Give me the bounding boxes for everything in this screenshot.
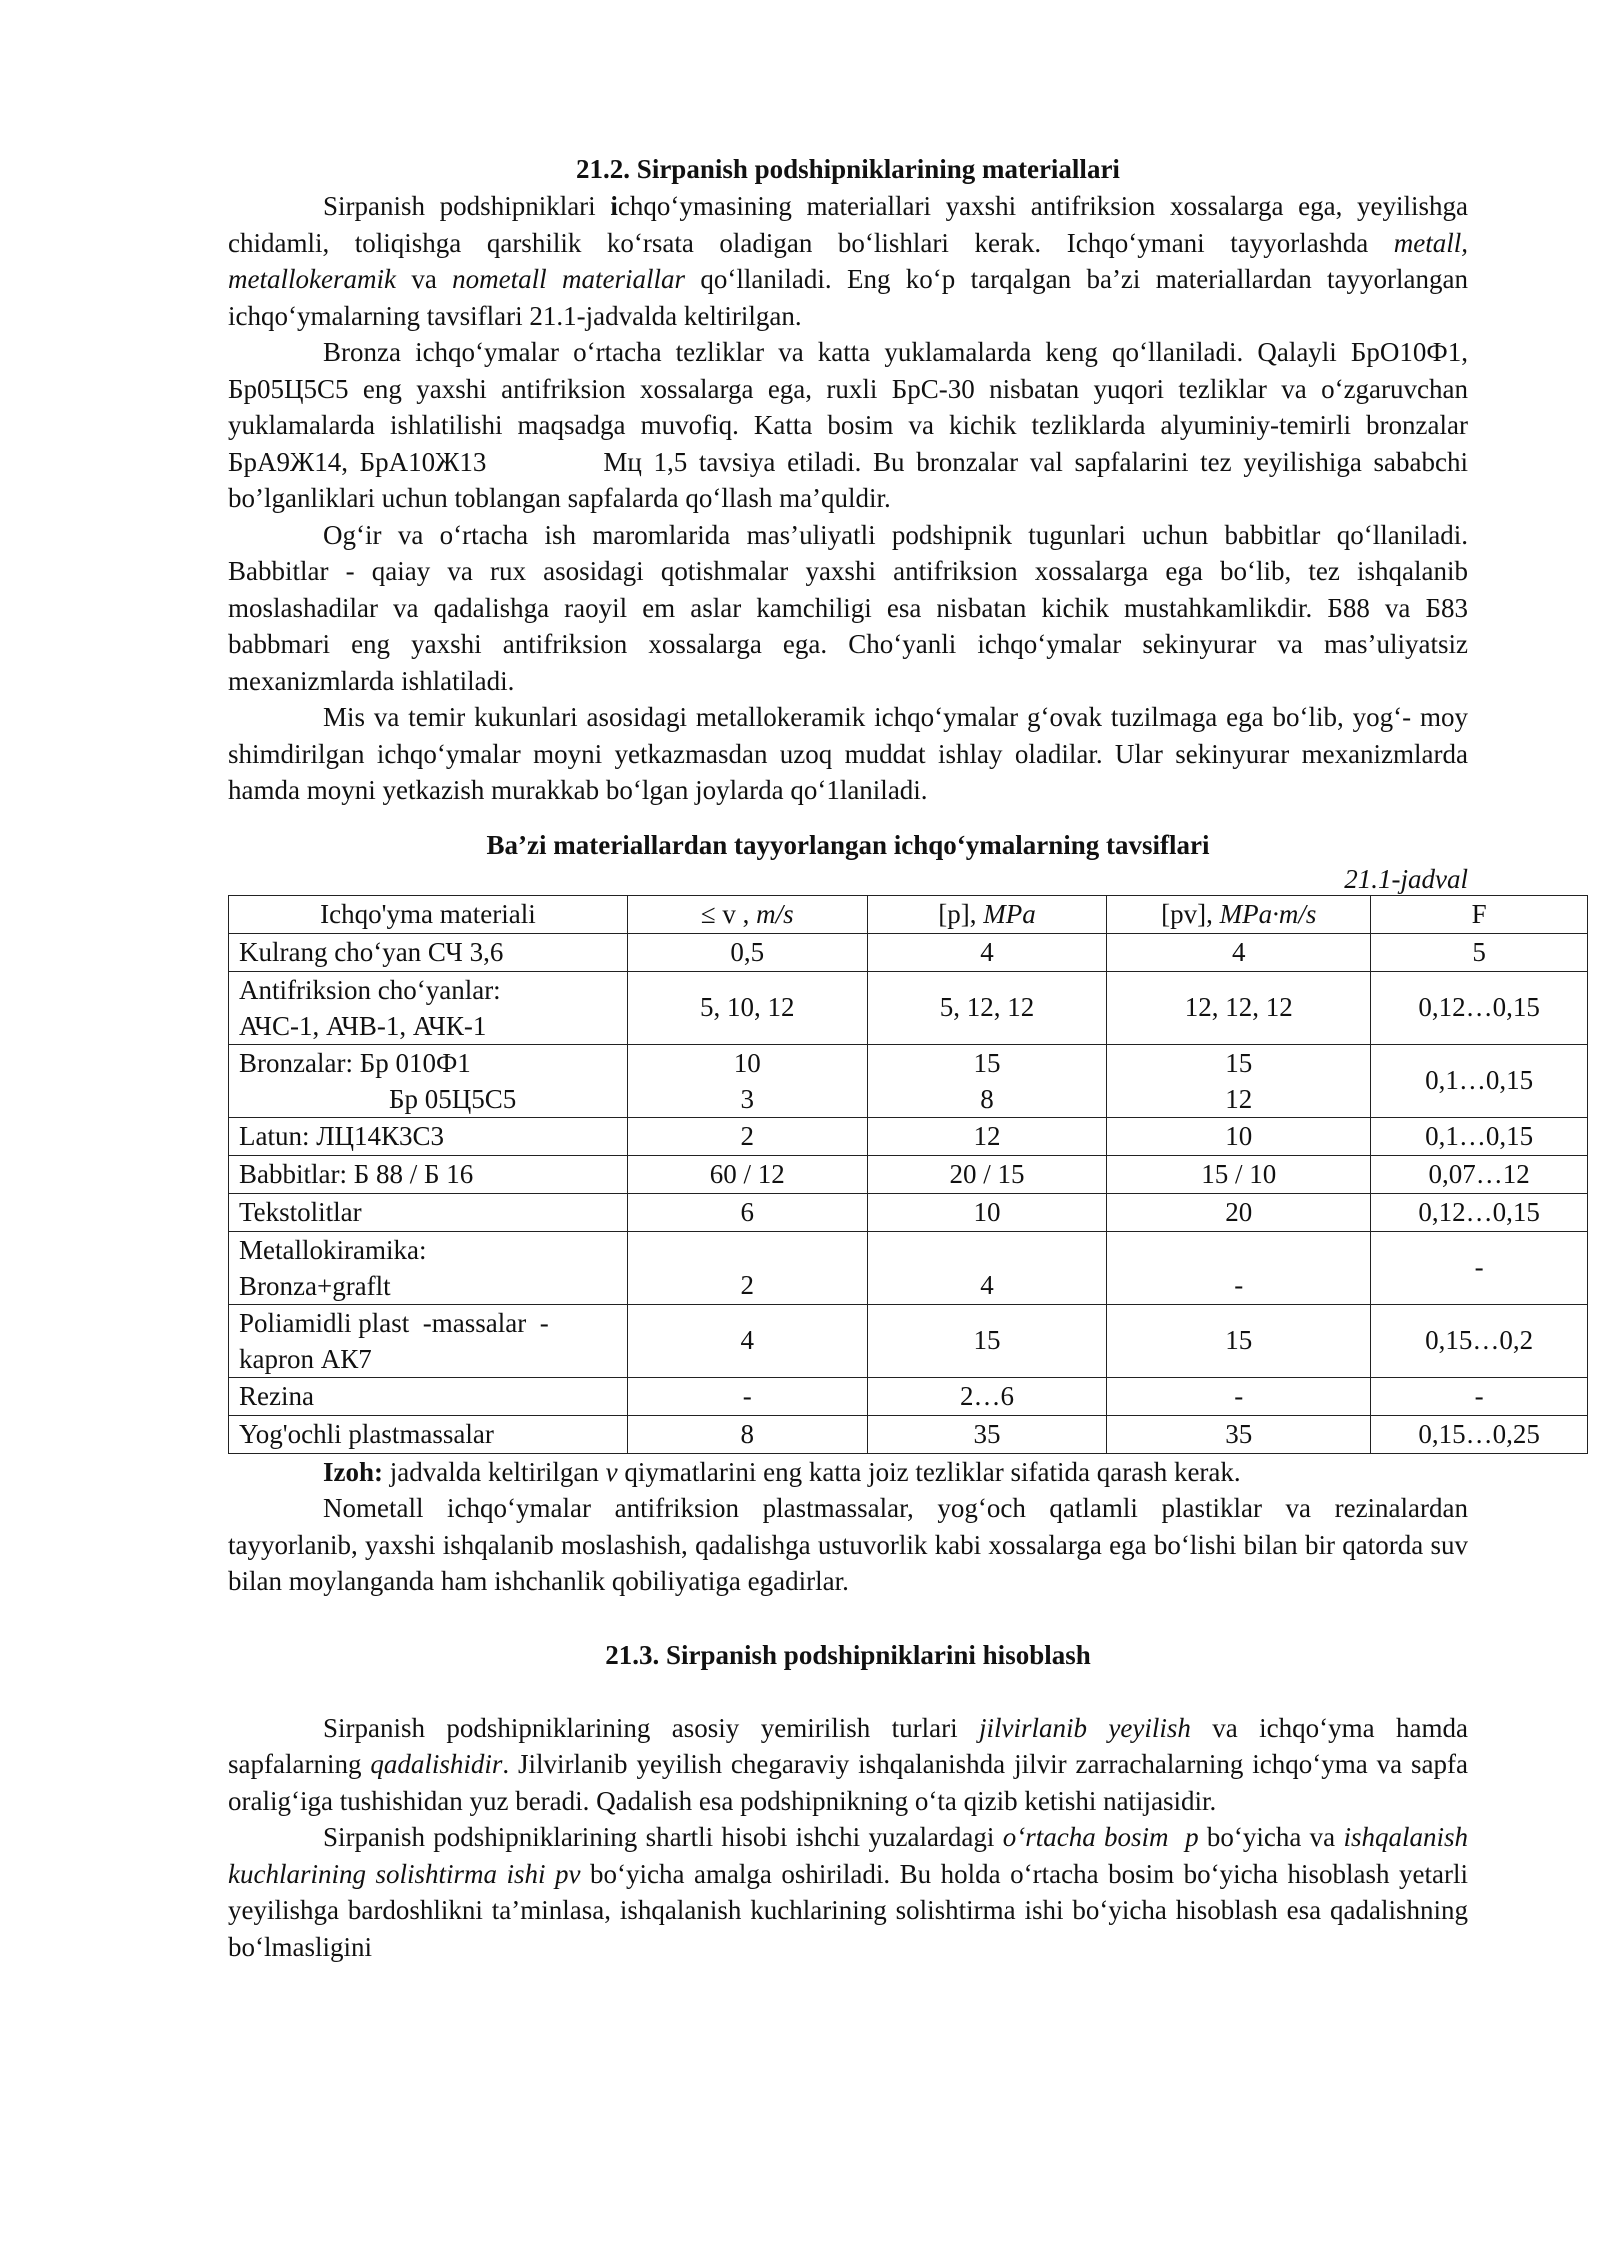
cell-v: - [627,1377,867,1415]
cell-p: 12 [867,1117,1107,1155]
cell-pv: 12, 12, 12 [1107,971,1371,1044]
cell-material: Rezina [229,1377,628,1415]
text-run: nometall materiallar [452,264,686,294]
cell-p: 35 [867,1415,1107,1453]
text-run: qiymatlarini eng katta joiz tezliklar sifatida qarash kerak. [617,1456,1241,1487]
cell-p: 20 / 15 [867,1155,1107,1193]
cell-f: 0,15…0,2 [1371,1304,1588,1377]
text-run: qadalishidir [370,1749,503,1779]
table-row [229,1304,1588,1377]
cell-p: 4 [867,933,1107,971]
header-velocity [627,895,867,933]
paragraph [228,188,1468,334]
text-run: bo‘yicha va [1198,1822,1344,1852]
cell-p: 10 [867,1193,1107,1231]
header-pressure [867,895,1107,933]
cell-line: Bronza+graflt [239,1270,391,1301]
table-title: Ba’zi materiallardan tayyorlangan ichqo‘ymalarning tavsiflari [486,829,1210,860]
text-run: i [610,191,618,221]
header-pv [1107,895,1371,933]
spacer [228,1674,1468,1710]
header-text: [pv], [1161,898,1220,929]
header-text: [p], [938,898,984,929]
section-title: 21.3. Sirpanish podshipniklarini hisoblash [605,1639,1091,1670]
cell-material: Yog'ochli plastmassalar [229,1415,628,1453]
cell-p: 4 [867,1231,1107,1304]
paragraph [228,1819,1468,1965]
text-run: ishqalanish kuchlarining solishtirma ishi pv [228,1822,1468,1889]
cell-f: - [1371,1377,1588,1415]
cell-v: 2 [627,1231,867,1304]
text-run: jilvirlanib yeyilish [978,1712,1191,1743]
paragraph: Bronza ichqo‘ymalar o‘rtacha tezliklar va katta yuklamalarda keng qo‘llaniladi. Qalayli БрО10Ф1, Бр05Ц5С5 eng yaxshi antifriksion xossalarga ega, ruxli БрС-30 nisbatan yuqori tezliklar va o‘zgaruvchan yuklamalarda ishlatilishi maqsadga muvofiq. Katta bosim va kichik tezliklarda alyuminiy-temirli bronzalar БрА9Ж14, БрА10Ж13 Мц 1,5 tavsiya etiladi. Bu bronzalar val sapfalarini tez yeyilishiga sababchi bo’lganliklari uchun toblangan sapfalarda qo‘llash ma’quldir. [228,337,1475,513]
cell-line: Antifriksion cho‘yanlar: [239,974,501,1005]
table-row [229,1377,1588,1415]
text-run: va ichqo‘yma hamda sapfalarning [228,1712,1468,1779]
text-run: Sirpanish podshipniklari [323,191,611,221]
cell-pv: 15 [1107,1304,1371,1377]
document-page [228,150,1540,1965]
text-run: qo‘llaniladi. Eng ko‘p tarqalgan ba’zi materiallardan tayyorlangan ichqo‘ymalarning tavsiflari 21.1-jadvalda keltirilgan. [228,264,1468,331]
cell-p: 5, 12, 12 [867,971,1107,1044]
table-row [229,971,1588,1044]
cell-pv [1107,1044,1371,1117]
text-run: Sirpanish podshipniklarining shartli hisobi ishchi yuzalardagi [323,1822,1003,1852]
cell-pv: 35 [1107,1415,1371,1453]
section-title: 21.2. Sirpanish podshipniklarining materiallari [576,154,1120,184]
cell-v: 8 [627,1415,867,1453]
cell-f: 0,1…0,15 [1371,1044,1588,1117]
table-row [229,1193,1588,1231]
cell-material [229,1044,628,1117]
text-run: chqo‘ymasining materiallari yaxshi antifriksion xossalarga ega, yeyilishga chidamli, toliqishga qarshilik ko‘rsata oladigan bo‘lishlari kerak. Ichqo‘ymani tayyorlashda [228,191,1468,258]
cell-v [627,1044,867,1117]
cell-f: 0,12…0,15 [1371,1193,1588,1231]
cell-p [867,1044,1107,1117]
paragraph [228,1710,1468,1820]
cell-v: 4 [627,1304,867,1377]
cell-p: 15 [867,1304,1107,1377]
cell-material: Babbitlar: Б 88 / Б 16 [229,1155,628,1193]
cell-f: 0,12…0,15 [1371,971,1588,1044]
cell-line: 10 [733,1047,761,1078]
cell-material: Latun: ЛЦ14К3С3 [229,1117,628,1155]
text-run: v [605,1456,618,1487]
cell-pv: - [1107,1231,1371,1304]
paragraph: Nometall ichqo‘ymalar antifriksion plastmassalar, yog‘och qatlamli plastiklar va rezinalardan tayyorlanib, yaxshi ishqalanib moslashish, qadalishga ustuvorlik kabi xossalarga ega bo‘lishi bilan bir qatorda suv bilan moylanganda ham ishchanlik qobiliyatiga egadirlar. [228,1493,1468,1596]
text-run: jadvalda keltirilgan [383,1456,606,1487]
table-label: 21.1-jadval [1344,863,1468,894]
text-run: . Jilvirlanib yeyilish chegaraviy ishqalanishda jilvir zarrachalarning ichqo‘yma va sapfa oralig‘iga tushishidan yuz beradi. Qadalish esa podshipnikning o‘ta qizib ketishi natijasidir. [228,1749,1468,1816]
cell-line: Бр 05Ц5С5 [389,1083,517,1114]
cell-pv: - [1107,1377,1371,1415]
text-run: Sirpanish podshipniklarining asosiy yemirilish turlari [323,1712,979,1743]
table-row [229,1117,1588,1155]
cell-pv: 4 [1107,933,1371,971]
table-row [229,933,1588,971]
cell-material [229,1304,628,1377]
cell-f: 0,1…0,15 [1371,1117,1588,1155]
cell-v: 2 [627,1117,867,1155]
cell-f: - [1371,1231,1588,1304]
table-header-row [229,895,1588,933]
spacer [228,1600,1468,1636]
cell-pv: 10 [1107,1117,1371,1155]
header-unit: MPa·m/s [1219,898,1317,929]
header-material: Ichqo'yma materiali [229,895,628,933]
cell-line: 15 [1225,1047,1253,1078]
cell-p: 2…6 [867,1377,1107,1415]
text-run: o‘rtacha bosim p [1002,1822,1199,1852]
cell-v: 0,5 [627,933,867,971]
header-text: ≤ v , [700,898,757,929]
cell-v: 60 / 12 [627,1155,867,1193]
cell-v: 6 [627,1193,867,1231]
cell-f: 0,07…12 [1371,1155,1588,1193]
paragraph: Mis va temir kukunlari asosidagi metallokeramik ichqo‘ymalar g‘ovak tuzilmaga ega bo‘lib, yog‘- moy shimdirilgan ichqo‘ymalar moyni yetkazmasdan uzoq muddat ishlay oladilar. Ular sekinyurar mexanizmlarda hamda moyni yetkazish murakkab bo‘lgan joylarda qo‘1laniladi. [228,702,1468,805]
cell-pv: 15 / 10 [1107,1155,1371,1193]
text-run: metall, metallokeramik [228,227,1468,294]
cell-line: 3 [740,1083,754,1114]
table-row [229,1155,1588,1193]
cell-line: 15 [973,1047,1001,1078]
cell-line: 8 [980,1083,994,1114]
text-run: va [395,264,453,294]
cell-material: Kulrang cho‘yan СЧ 3,6 [229,933,628,971]
note-label: Izoh: [323,1456,383,1487]
cell-pv: 20 [1107,1193,1371,1231]
table-row [229,1415,1588,1453]
cell-material [229,971,628,1044]
table-row [229,1231,1588,1304]
cell-material: Tekstolitlar [229,1193,628,1231]
properties-table [228,895,1588,1454]
paragraph: Og‘ir va o‘rtacha ish maromlarida mas’uliyatli podshipnik tugunlari uchun babbitlar qo‘llaniladi. Babbitlar - qaiay va rux asosidagi qotishmalar yaxshi antifriksion xossalarga ega bo‘lib, tez ishqalanib moslashadilar va qadalishga raoyil em aslar kamchiligi esa nisbatan kichik mustahkamlikdir. Б88 va Б83 babbmari eng yaxshi antifriksion xossalarga ega. Cho‘yanli ichqo‘ymalar sekinyurar va mas’uliyatsiz mexanizmlarda ishlatiladi. [228,519,1468,696]
cell-material [229,1231,628,1304]
header-f: F [1371,895,1588,933]
cell-line: Poliamidli plast -massalar - [239,1307,549,1338]
cell-line: Bronzalar: Бр 010Ф1 [239,1047,471,1078]
table-row [229,1044,1588,1117]
cell-line: kapron АК7 [239,1343,372,1374]
text-run: bo‘yicha amalga oshiriladi. Bu holda o‘rtacha bosim bo‘yicha hisoblash yetarli yeyilishga bardoshlikni ta’minlasa, ishqalanish kuchlarining solishtirma ishi bo‘yicha hisoblash esa qadalishning bo‘lmasligini [228,1858,1468,1962]
header-unit: MPa [983,898,1036,929]
cell-f: 0,15…0,25 [1371,1415,1588,1453]
table-note [228,1454,1468,1491]
cell-line: АЧС-1, АЧВ-1, АЧК-1 [239,1010,487,1041]
cell-line: Metallokiramika: [239,1234,427,1265]
cell-line: 12 [1225,1083,1253,1114]
header-unit: m/s [756,898,794,929]
cell-f: 5 [1371,933,1588,971]
cell-v: 5, 10, 12 [627,971,867,1044]
